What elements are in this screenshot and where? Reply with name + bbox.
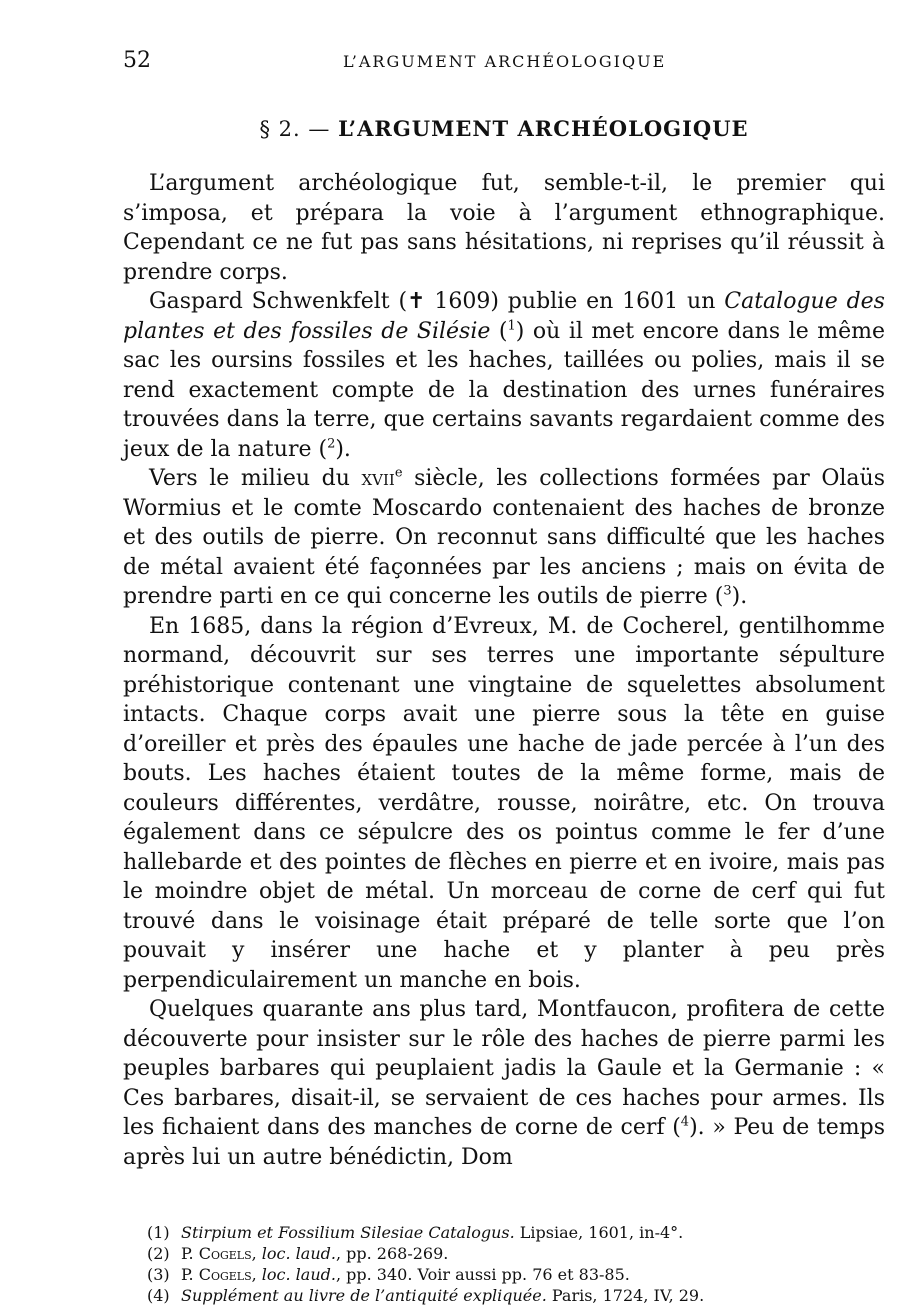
footnote-3-loc: loc. laud.	[261, 1265, 336, 1284]
page-header	[123, 46, 885, 76]
footnote-4-title: Supplément au livre de l’antiquité expliquée.	[181, 1286, 547, 1305]
footnote-ref-1: 1	[507, 318, 516, 334]
paragraph-3-text-a: Vers le milieu du	[149, 466, 362, 491]
footnote-2-author: Cogels	[198, 1244, 252, 1263]
paragraph-5-text-b: ). » Peu de temps après lui un autre bénédictin, Dom	[123, 1115, 885, 1170]
paragraph-5-text-a: Quelques quarante ans plus tard, Montfaucon, profitera de cette découverte pour insister sur le rôle des haches de pierre parmi les peuples barbares qui peuplaient jadis la Gaule et la Germanie : « Ces barbares, disait-il, se servaient de ces haches pour armes. Ils les fichaient dans des manches de corne de cerf (	[123, 997, 885, 1140]
paragraph-3-text-b: siècle, les collections formées par Olaüs Wormius et le comte Moscardo contenaient des haches de bronze et des outils de pierre. On reconnut sans difficulté que les haches de métal avaient été façonnées par les anciens ; mais on évita de prendre parti en ce qui concerne les outils de pierre (	[123, 466, 885, 609]
century-numeral: xvii	[361, 466, 395, 491]
footnote-ref-3: 3	[723, 583, 732, 599]
running-head: L’ARGUMENT ARCHÉOLOGIQUE	[343, 52, 667, 71]
paragraph-2: Gaspard Schwenkfelt (✝ 1609) publie en 1601 un Catalogue des plantes et des fossiles de Silésie ($^1$) où il met encore dans le même sac les oursins fossiles et les haches, taillées ou polies, mais il se rend exactement compte de la destination des urnes funéraires trouvées dans la terre, que certains savants regardaient comme des jeux de la nature ($^2$).	[123, 289, 886, 462]
century-suffix: e	[394, 465, 403, 481]
footnote-1-rest: Lipsiae, 1601, in-4°.	[514, 1223, 684, 1242]
paragraph-2-text-a: Gaspard Schwenkfelt (✝ 1609) publie en 1601 un	[149, 289, 725, 314]
footnote-2-pre: P.	[181, 1244, 199, 1263]
footnote-4-rest: Paris, 1724, IV, 29.	[546, 1286, 705, 1305]
paragraph-2-text-b: où il met encore dans le même sac les oursins fossiles et les haches, taillées ou polies, mais il se rend exactement compte de la destination des urnes funéraires trouvées dans la terre, que certains savants regardaient comme des jeux de la nature (	[123, 318, 886, 462]
paragraph-2-text-c: ).	[335, 436, 351, 462]
paragraph-3-text-c: ).	[731, 584, 748, 609]
paragraph-5	[123, 995, 885, 1172]
section-title: L’ARGUMENT ARCHÉOLOGIQUE	[338, 116, 749, 141]
footnote-4	[147, 1285, 887, 1306]
footnote-3-author: Cogels	[198, 1265, 252, 1284]
footnotes	[147, 1222, 887, 1306]
footnote-3-ref: (3)	[147, 1265, 170, 1284]
body-text	[123, 169, 885, 1172]
footnote-3-rest: , pp. 340. Voir aussi pp. 76 et 83-85.	[335, 1265, 630, 1284]
footnote-3	[147, 1264, 887, 1285]
footnote-2-rest: , pp. 268-269.	[335, 1244, 449, 1263]
footnote-ref-2: 2	[327, 436, 336, 452]
section-number: § 2. —	[259, 117, 331, 141]
footnote-4-ref: (4)	[147, 1286, 170, 1305]
footnote-1-title: Stirpium et Fossilium Silesiae Catalogus.	[181, 1223, 515, 1242]
footnote-2-ref: (2)	[147, 1244, 170, 1263]
paragraph-1: L’argument archéologique fut, semble-t-il, le premier qui s’imposa, et prépara la voie à l’argument ethnographique. Cependant ce ne fut pas sans hésitations, ni reprises qu’il réussit à prendre corps.	[123, 171, 885, 285]
footnote-2-sep: ,	[251, 1244, 262, 1263]
page-number: 52	[123, 48, 151, 73]
footnote-1-ref: (1)	[147, 1223, 170, 1242]
section-heading	[123, 116, 885, 141]
paragraph-3	[123, 464, 885, 612]
paragraph-4: En 1685, dans la région d’Evreux, M. de Cocherel, gentilhomme normand, découvrit sur ses terres une importante sépulture préhistorique contenant une vingtaine de squelettes absolument intacts. Chaque corps avait une pierre sous la tête en guise d’oreiller et près des épaules une hache de jade percée à l’un des bouts. Les haches étaient toutes de la même forme, mais de couleurs différentes, verdâtre, rousse, noirâtre, etc. On trouva également dans ce sépulcre des os pointus comme le fer d’une hallebarde et des pointes de flèches en pierre et en ivoire, mais pas le moindre objet de métal. Un morceau de corne de cerf qui fut trouvé dans le voisinage était préparé de telle sorte que l’on pouvait y insérer une hache et y planter à peu près perpendiculairement un manche en bois.	[123, 613, 885, 993]
footnote-1	[147, 1222, 887, 1243]
footnote-ref-4: 4	[680, 1114, 690, 1130]
footnote-2-loc: loc. laud.	[261, 1244, 336, 1263]
footnote-3-pre: P.	[181, 1265, 199, 1284]
footnote-3-sep: ,	[251, 1265, 262, 1284]
footnote-2	[147, 1243, 887, 1264]
catalogue-title: Catalogue des plantes et des fossiles de Silésie	[123, 289, 885, 344]
